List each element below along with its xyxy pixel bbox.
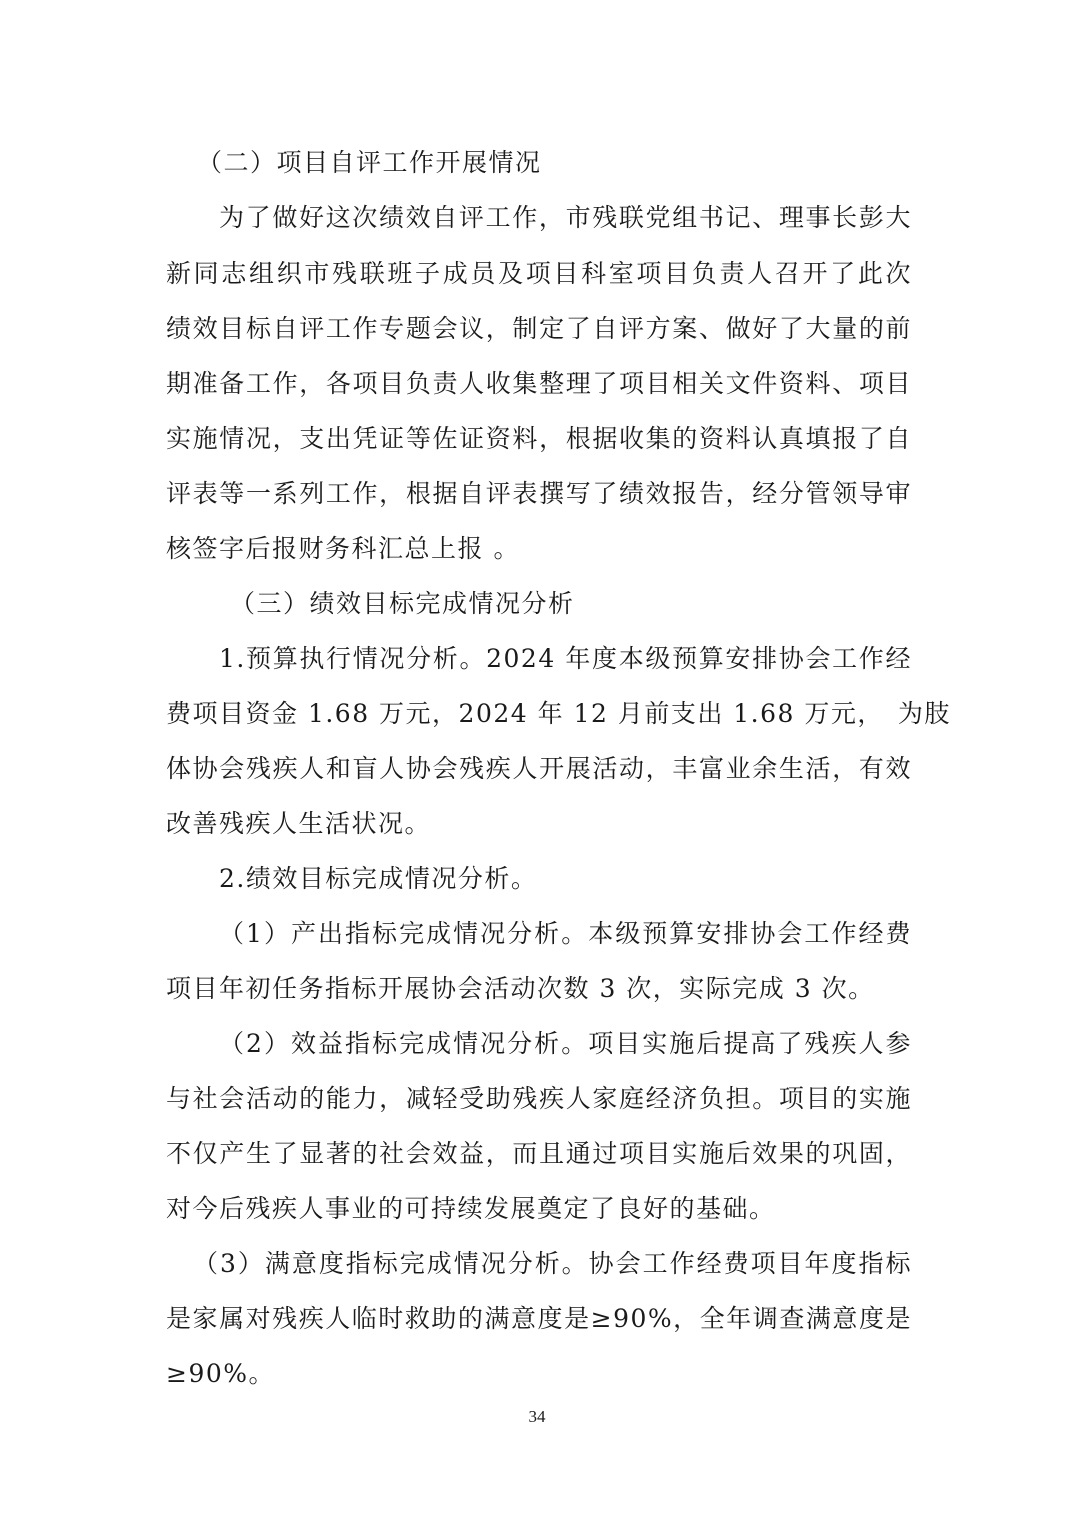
paragraph-line: （2）效益指标完成情况分析。项目实施后提高了残疾人参 — [219, 1029, 912, 1058]
paragraph-line: 对今后残疾人事业的可持续发展奠定了良好的基础。 — [166, 1194, 776, 1223]
paragraph-line: （1）产出指标完成情况分析。本级预算安排协会工作经费 — [219, 919, 912, 948]
subsection-heading: 2.绩效目标完成情况分析。 — [219, 864, 538, 893]
paragraph-line: 期准备工作，各项目负责人收集整理了项目相关文件资料、项目 — [166, 369, 912, 398]
section-heading-performance-analysis: （三）绩效目标完成情况分析 — [230, 589, 575, 618]
section-heading-self-evaluation: （二）项目自评工作开展情况 — [197, 148, 542, 177]
paragraph-line: 新同志组织市残联班子成员及项目科室项目负责人召开了此次 — [166, 259, 912, 288]
paragraph-line: 项目年初任务指标开展协会活动次数 3 次，实际完成 3 次。 — [166, 974, 875, 1003]
paragraph-line: 与社会活动的能力，减轻受助残疾人家庭经济负担。项目的实施 — [166, 1084, 912, 1113]
paragraph-line: 为了做好这次绩效自评工作，市残联党组书记、理事长彭大 — [219, 203, 912, 232]
paragraph-line: ≥90%。 — [166, 1359, 276, 1388]
paragraph-line: 评表等一系列工作，根据自评表撰写了绩效报告，经分管领导审 — [166, 479, 912, 508]
paragraph-line: 是家属对残疾人临时救助的满意度是≥90%，全年调查满意度是 — [166, 1304, 912, 1333]
page-number: 34 — [528, 1407, 546, 1426]
paragraph-line: 绩效目标自评工作专题会议，制定了自评方案、做好了大量的前 — [166, 314, 912, 343]
paragraph-line: 费项目资金 1.68 万元，2024 年 12 月前支出 1.68 万元， 为肢 — [166, 699, 951, 728]
paragraph-line: 核签字后报财务科汇总上报 。 — [166, 534, 520, 563]
paragraph-line: （3）满意度指标完成情况分析。协会工作经费项目年度指标 — [193, 1249, 912, 1278]
paragraph-line: 改善残疾人生活状况。 — [166, 809, 432, 838]
paragraph-line: 不仅产生了显著的社会效益，而且通过项目实施后效果的巩固， — [166, 1139, 912, 1168]
paragraph-line: 体协会残疾人和盲人协会残疾人开展活动，丰富业余生活，有效 — [166, 754, 912, 783]
paragraph-line: 1.预算执行情况分析。2024 年度本级预算安排协会工作经 — [219, 644, 912, 673]
paragraph-line: 实施情况，支出凭证等佐证资料，根据收集的资料认真填报了自 — [166, 424, 912, 453]
